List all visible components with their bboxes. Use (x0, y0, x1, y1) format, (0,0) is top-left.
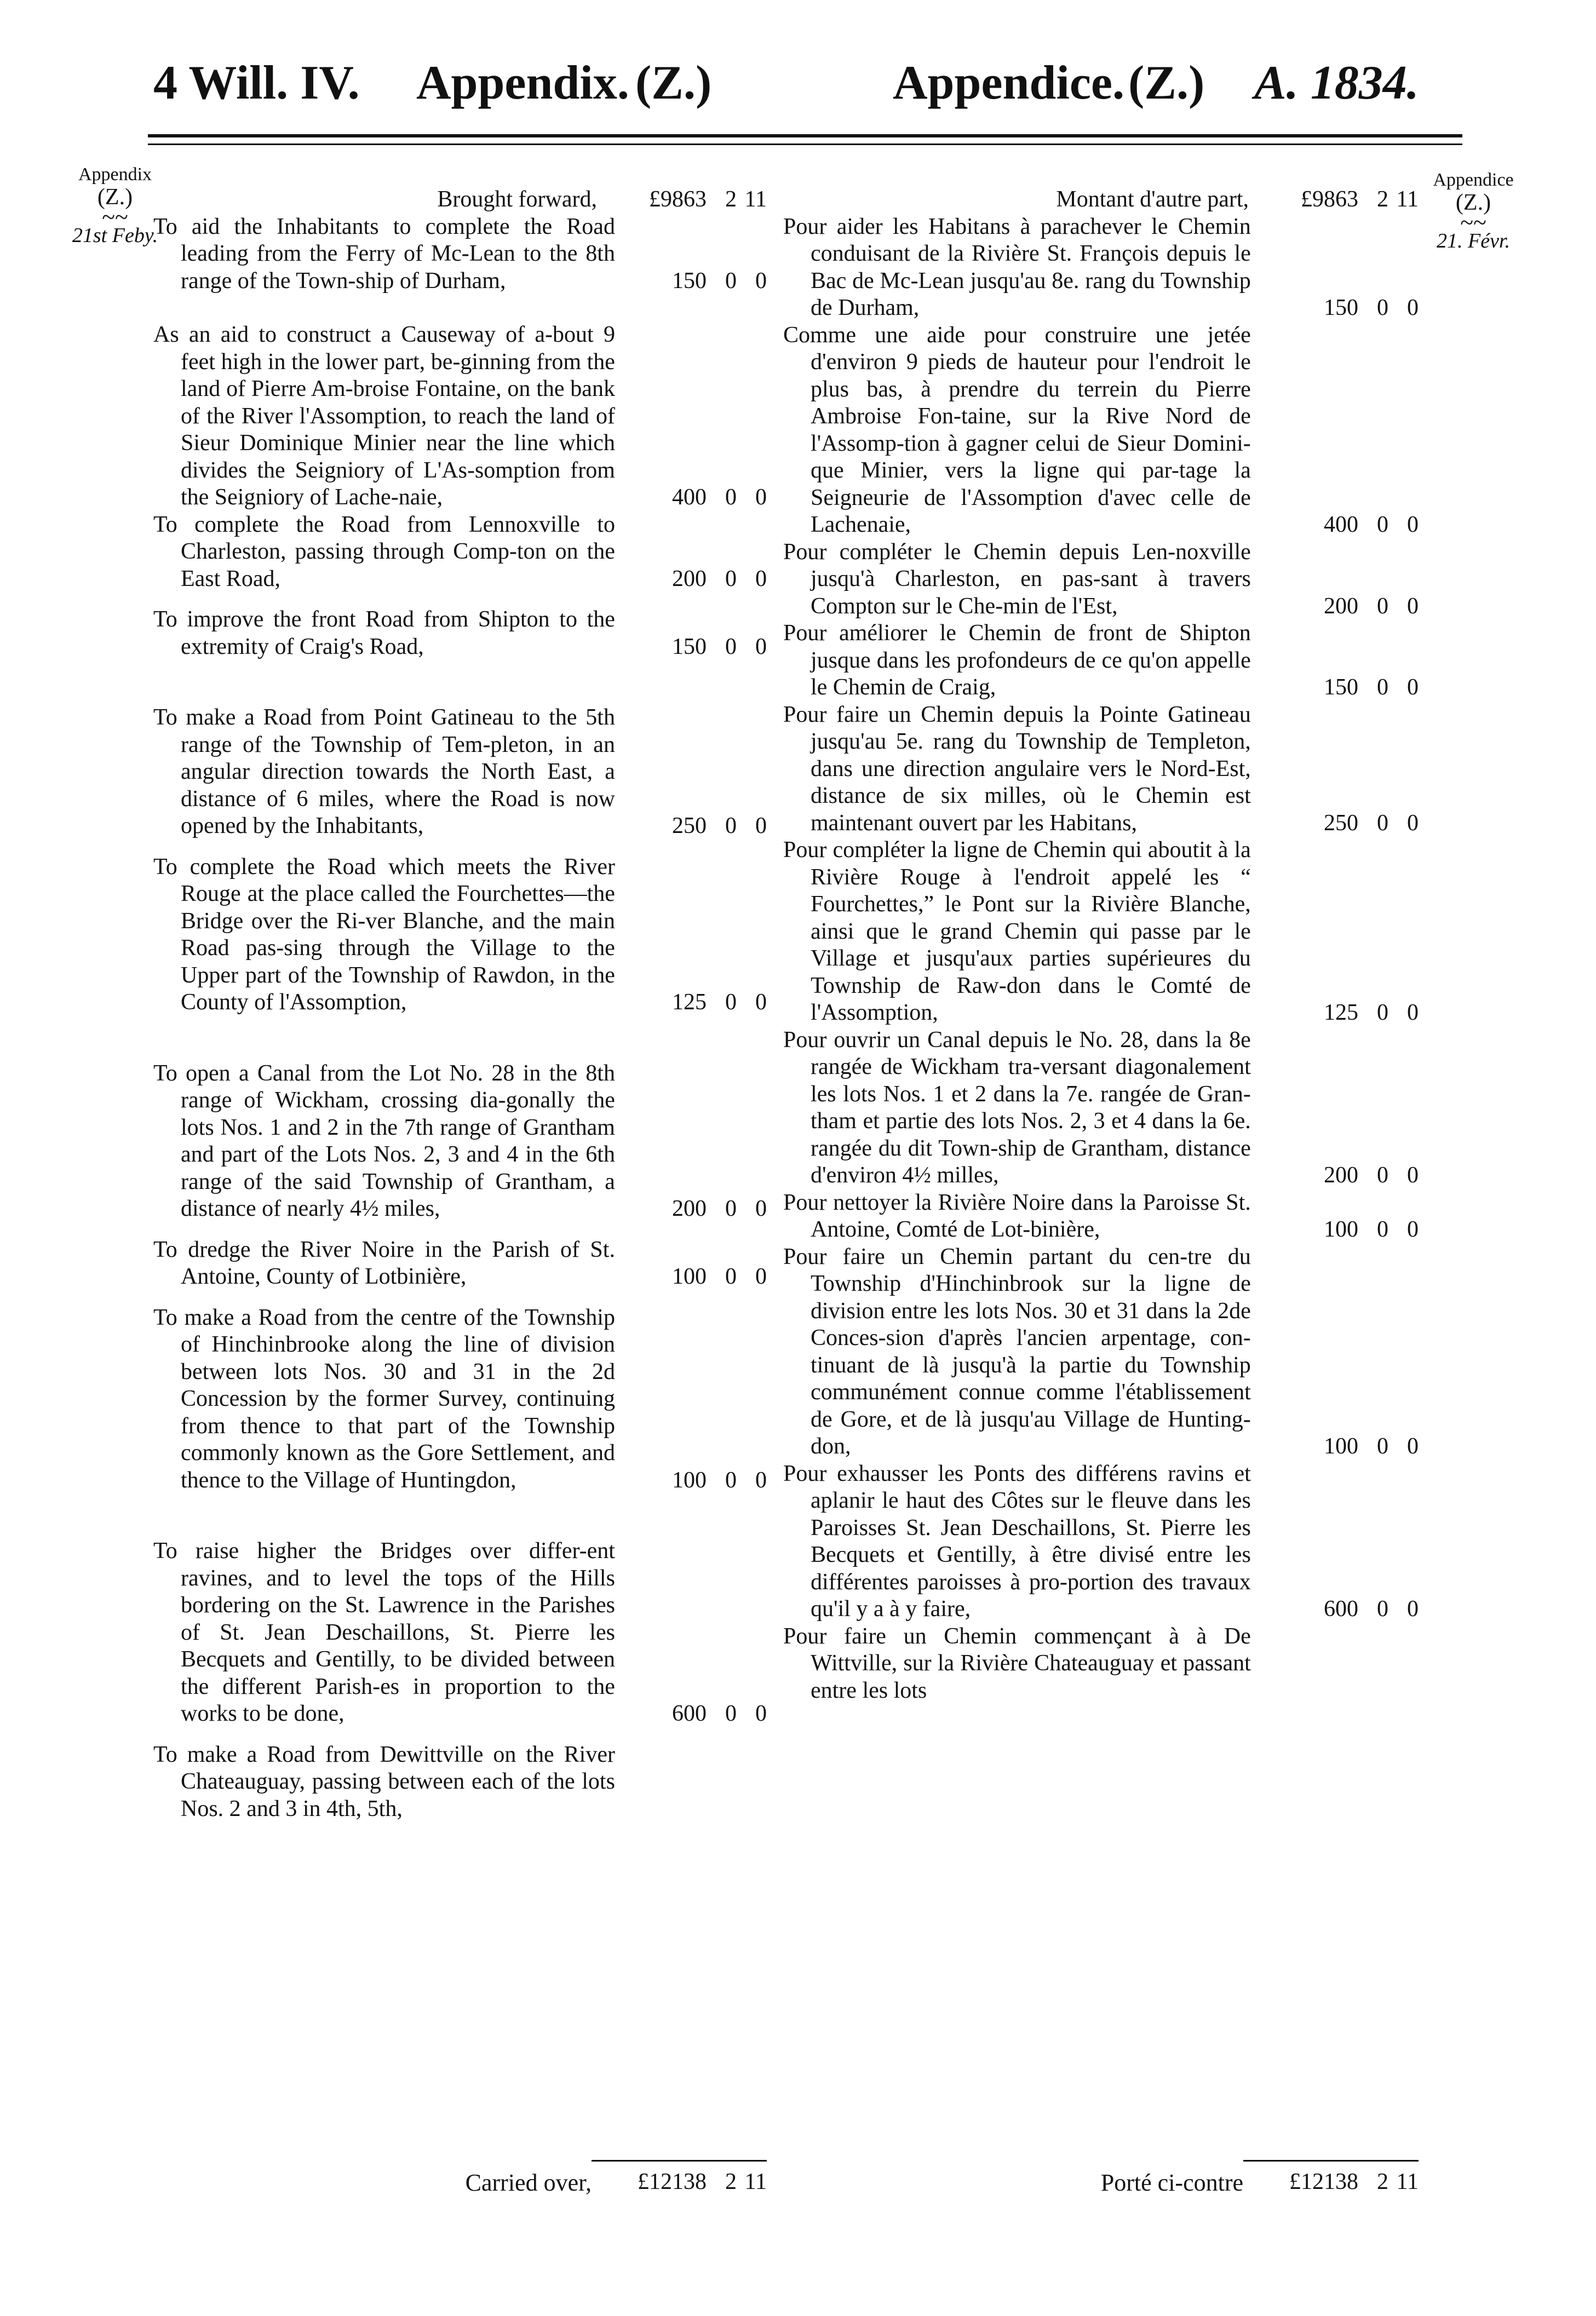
entry-text: Pour compléter le Chemin depuis Len-noxville jusqu'à Charleston, en pas-sant à travers Compton sur le Che-min de l'Est, (783, 539, 1251, 619)
entry-text: Pour ouvrir un Canal depuis le No. 28, dans la 8e rangée de Wickham tra-versant diagonalement les lots Nos. 1 et 2 dans la 7e. rangée de Gran-tham et partie des lots Nos. 2, 3 et 4 dans la 6e. rangée du dit Town-ship de Grantham, distance d'environ 4½ milles, (783, 1027, 1251, 1188)
amount-pence: 0 (755, 1701, 767, 1726)
amount-pence: 0 (755, 1264, 767, 1289)
amount-pence: 0 (755, 990, 767, 1015)
entry-amount (615, 813, 767, 840)
header-reign: 4 Will. IV. (153, 56, 360, 110)
margin-label: Appendix (78, 164, 152, 185)
appropriation-entry (783, 322, 1419, 539)
amount-pounds: £9863 (1301, 187, 1358, 212)
entry-text: To raise higher the Bridges over differ-ent ravines, and to level the tops of the Hills bordering on the St. Lawrence in the Parishes of St. Jean Deschaillons, St. Pierre les Becquets and Gentilly, to be divided between the different Parish-es in proportion to the works to be done, (153, 1538, 615, 1726)
english-column (153, 186, 767, 1823)
entry-text: Pour faire un Chemin commençant à à De Wittville, sur la Rivière Chateauguay et passant entre les lots (783, 1623, 1251, 1703)
amount-pounds: 600 (1324, 1596, 1358, 1622)
carried-over-row-en (153, 2169, 767, 2197)
amount-pounds: 100 (1324, 1434, 1358, 1459)
entry-text: Pour nettoyer la Rivière Noire dans la Paroisse St. Antoine, Comté de Lot-binière, (783, 1189, 1251, 1242)
entry-text: Pour exhausser les Ponts des différens ravins et aplanir le haut des Côtes sur le fleuve dans les Paroisses St. Jean Deschaillons, St. Pierre les Becquets et Gentilly, à être divisé entre les différentes paroisses à pro-portion des travaux qu'il y a à y faire, (783, 1461, 1251, 1622)
entry-amount (1251, 512, 1419, 539)
entry-text: Pour compléter la ligne de Chemin qui aboutit à la Rivière Rouge à l'endroit appelé les “ Fourchettes,” le Pont sur la Rivière Blanche, ainsi que le grand Chemin qui passe par le Village et jusqu'aux parties supérieures du Township de Raw-don dans le Comté de l'Assomption, (783, 837, 1251, 1025)
brought-forward-row (783, 186, 1419, 214)
entry-amount (615, 1467, 767, 1495)
entry-amount (615, 1263, 767, 1291)
margin-date: 21. Févr. (1436, 229, 1511, 252)
amount-pence: 0 (1407, 295, 1419, 320)
entry-amount (1251, 1162, 1419, 1189)
carried-over-label: Porté ci-contre (1100, 2169, 1243, 2196)
amount-pence: 0 (1407, 1217, 1419, 1242)
amount-shillings: 0 (1377, 1434, 1388, 1459)
amount-pounds: 400 (672, 485, 707, 510)
appropriation-entry (783, 837, 1419, 1027)
entry-amount (1251, 593, 1419, 620)
appropriation-entry (783, 539, 1419, 620)
amount-pounds: 200 (1324, 1163, 1358, 1188)
entry-text: Comme une aide pour construire une jetée d'environ 9 pieds de hauteur pour l'endroit le plus bas, à prendre du terrein du Pierre Ambroise Fon-taine, sur la Rive Nord de l'Assomp-tion à gagner celui de Sieur Domini-que Minier, vers la ligne qui par-tage la Seigneurie de l'Assomption d'avec celle de Lachenaie, (783, 322, 1251, 537)
appropriation-entry (153, 1304, 767, 1495)
entry-amount (615, 268, 767, 295)
appropriation-entry (153, 321, 767, 512)
appropriation-entry (783, 1189, 1419, 1244)
amount-shillings: 0 (725, 1264, 737, 1289)
appropriation-entry (153, 1742, 767, 1823)
entry-text: To make a Road from the centre of the Township of Hinchinbrooke along the line of division between lots Nos. 30 and 31 in the 2d Concession by the former Survey, continuing from thence to that part of the Township commonly known as the Gore Settlement, and thence to the Village of Huntingdon, (153, 1304, 615, 1493)
amount-pence: 0 (1407, 810, 1419, 836)
entry-text: As an aid to construct a Causeway of a-bout 9 feet high in the lower part, be-ginning from the land of Pierre Am-broise Fontaine, on the bank of the River l'Assomption, to reach the land of Sieur Dominique Minier near the line which divides the Seigniory of L'As-somption from the Seigniory of Lache-naie, (153, 322, 615, 510)
amount-shillings: 0 (1377, 1596, 1388, 1622)
amount-pounds: 150 (672, 634, 707, 659)
amount-pence: 11 (744, 187, 767, 212)
entry-text: To make a Road from Point Gatineau to the 5th range of the Township of Tem-pleton, in an angular direction towards the North East, a distance of 6 miles, where the Road is now opened by the Inhabitants, (153, 705, 615, 838)
amount-pounds: 100 (672, 1467, 707, 1493)
appropriation-entry (153, 1060, 767, 1223)
amount-pence: 0 (1407, 1434, 1419, 1459)
amount-pence: 11 (744, 2169, 767, 2194)
appropriation-entry (153, 512, 767, 593)
brought-forward-amount (1260, 186, 1419, 214)
amount-pounds: 200 (672, 1196, 707, 1221)
entry-amount (1251, 1596, 1419, 1623)
amount-pounds: £12138 (638, 2169, 707, 2194)
amount-shillings: 0 (1377, 1163, 1388, 1188)
header-year: A. 1834. (1254, 56, 1419, 110)
amount-pounds: 400 (1324, 512, 1358, 537)
entry-amount (1251, 1216, 1419, 1244)
header-rule-bottom (148, 143, 1462, 145)
amount-shillings: 0 (725, 268, 737, 294)
entry-text: Pour aider les Habitans à parachever le Chemin conduisant de la Rivière St. François depuis le Bac de Mc-Lean jusqu'au 8e. rang du Township de Durham, (783, 214, 1251, 320)
amount-pence: 0 (755, 813, 767, 838)
amount-pounds: £9863 (649, 187, 707, 212)
amount-shillings: 0 (1377, 1000, 1388, 1025)
margin-label: Appendice (1433, 170, 1514, 190)
amount-shillings: 0 (1377, 593, 1388, 619)
amount-pence: 0 (755, 1467, 767, 1493)
header-appendix-z-right: (Z.) (1128, 56, 1205, 110)
entry-amount (615, 1196, 767, 1223)
margin-letter: (Z.) (1455, 190, 1491, 216)
entry-amount (615, 566, 767, 593)
entry-amount (1251, 1433, 1419, 1461)
entry-text: To complete the Road from Lennoxville to Charleston, passing through Comp-ton on the East Road, (153, 512, 615, 591)
amount-pence: 0 (1407, 512, 1419, 537)
entry-amount (615, 989, 767, 1016)
amount-pence: 0 (1407, 1596, 1419, 1622)
appropriation-entry (783, 702, 1419, 837)
margin-note-right (1413, 170, 1534, 253)
header-rule-top (148, 134, 1462, 137)
amount-shillings: 0 (1377, 295, 1388, 320)
entry-amount (1251, 295, 1419, 322)
french-column (783, 186, 1419, 1704)
entry-text: Pour faire un Chemin partant du cen-tre du Township d'Hinchinbrook sur la ligne de division entre les lots Nos. 30 et 31 dans la 2de Conces-sion d'après l'ancien arpentage, con-tinuant de là jusqu'à la partie du Township communément connue comme l'établissement de Gore, et de là jusqu'au Village de Hunting-don, (783, 1244, 1251, 1459)
brought-forward-label: Montant d'autre part, (1056, 187, 1249, 212)
appropriation-entry (153, 1538, 767, 1728)
header-appendix-fr: Appendice. (893, 56, 1124, 110)
amount-pounds: 250 (672, 813, 707, 838)
amount-shillings: 0 (1377, 1217, 1388, 1242)
amount-pence: 0 (1407, 1163, 1419, 1188)
amount-pounds: £12138 (1289, 2169, 1358, 2194)
entry-text: To make a Road from Dewittville on the River Chateauguay, passing between each of the lots Nos. 2 and 3 in 4th, 5th, (153, 1742, 615, 1821)
appropriation-entry (153, 854, 767, 1016)
appropriation-entry (783, 214, 1419, 322)
entry-text: Pour faire un Chemin depuis la Pointe Gatineau jusqu'au 5e. rang du Township de Templeton, dans une direction angulaire vers le Nord-Est, distance de six milles, où le Chemin est maintenant ouvert par les Habitans, (783, 702, 1251, 836)
entry-amount (615, 484, 767, 512)
amount-pounds: 125 (1324, 1000, 1358, 1025)
amount-pounds: 250 (1324, 810, 1358, 836)
amount-shillings: 0 (1377, 512, 1388, 537)
margin-letter: (Z.) (97, 185, 133, 210)
entry-text: To improve the front Road from Shipton to the extremity of Craig's Road, (153, 607, 615, 659)
brought-forward-row (153, 186, 767, 214)
amount-shillings: 2 (725, 187, 737, 212)
appropriation-entry (153, 704, 767, 840)
amount-pounds: 150 (1324, 675, 1358, 700)
appropriation-entry (783, 1244, 1419, 1461)
amount-pence: 0 (1407, 593, 1419, 619)
carried-over-amount (1260, 2169, 1419, 2197)
appropriation-entry (783, 620, 1419, 702)
amount-pounds: 100 (1324, 1217, 1358, 1242)
header-appendix-z-left: (Z.) (635, 56, 712, 110)
amount-shillings: 2 (725, 2169, 737, 2194)
amount-pounds: 100 (672, 1264, 707, 1289)
amount-shillings: 0 (725, 634, 737, 659)
entry-text: To aid the Inhabitants to complete the Road leading from the Ferry of Mc-Lean to the 8th range of the Town-ship of Durham, (153, 214, 615, 294)
entry-amount (1251, 674, 1419, 702)
entry-amount (1251, 810, 1419, 837)
amount-shillings: 0 (1377, 810, 1388, 836)
amount-pence: 0 (1407, 1000, 1419, 1025)
appropriation-entry (783, 1623, 1419, 1705)
entry-amount (1251, 999, 1419, 1027)
carried-over-rule-en (592, 2160, 767, 2162)
amount-shillings: 0 (725, 1467, 737, 1493)
amount-pence: 0 (755, 634, 767, 659)
amount-pounds: 200 (672, 566, 707, 591)
amount-shillings: 0 (725, 990, 737, 1015)
entry-text: To open a Canal from the Lot No. 28 in the 8th range of Wickham, crossing dia-gonally the lots Nos. 1 and 2 in the 7th range of Grantham and part of the Lots Nos. 2, 3 and 4 in the 6th range of the said Township of Grantham, a distance of nearly 4½ miles, (153, 1060, 615, 1221)
swash-ornament-icon: ~~ (1460, 209, 1486, 236)
amount-pence: 0 (755, 566, 767, 591)
swash-ornament-icon: ~~ (102, 203, 128, 231)
amount-shillings: 2 (1377, 2169, 1388, 2194)
amount-shillings: 0 (725, 485, 737, 510)
amount-shillings: 0 (725, 1701, 737, 1726)
amount-pounds: 150 (1324, 295, 1358, 320)
amount-pounds: 600 (672, 1701, 707, 1726)
appropriation-entry (783, 1461, 1419, 1623)
amount-shillings: 2 (1377, 187, 1388, 212)
appropriation-entry (153, 606, 767, 660)
appropriation-entry (153, 214, 767, 295)
amount-shillings: 0 (1377, 675, 1388, 700)
amount-pence: 0 (755, 1196, 767, 1221)
header-appendix-en: Appendix. (416, 56, 629, 110)
entry-amount (615, 634, 767, 661)
amount-pence: 0 (755, 268, 767, 294)
amount-shillings: 0 (725, 1196, 737, 1221)
entry-amount (615, 1700, 767, 1728)
amount-pence: 0 (1407, 675, 1419, 700)
brought-forward-amount (608, 186, 767, 214)
appropriation-entry (153, 1237, 767, 1291)
amount-shillings: 0 (725, 813, 737, 838)
carried-over-amount (608, 2169, 767, 2197)
amount-pounds: 125 (672, 990, 707, 1015)
amount-pence: 11 (1396, 187, 1419, 212)
amount-pounds: 200 (1324, 593, 1358, 619)
amount-pounds: 150 (672, 268, 707, 294)
brought-forward-label: Brought forward, (437, 187, 597, 212)
amount-shillings: 0 (725, 566, 737, 591)
amount-pence: 0 (755, 485, 767, 510)
appropriation-entry (783, 1027, 1419, 1189)
entry-text: To dredge the River Noire in the Parish of St. Antoine, County of Lotbinière, (153, 1237, 615, 1289)
carried-over-row-fr (783, 2169, 1419, 2197)
carried-over-label: Carried over, (465, 2169, 592, 2196)
amount-pence: 11 (1396, 2169, 1419, 2194)
margin-date: 21st Feby. (72, 223, 158, 247)
entry-text: Pour améliorer le Chemin de front de Shipton jusque dans les profondeurs de ce qu'on appelle le Chemin de Craig, (783, 620, 1251, 700)
entry-text: To complete the Road which meets the River Rouge at the place called the Fourchettes—the Bridge over the Ri-ver Blanche, and the main Road pas-sing through the Village to the Upper part of the Township of Rawdon, in the County of l'Assomption, (153, 854, 615, 1015)
carried-over-rule-fr (1243, 2160, 1419, 2162)
